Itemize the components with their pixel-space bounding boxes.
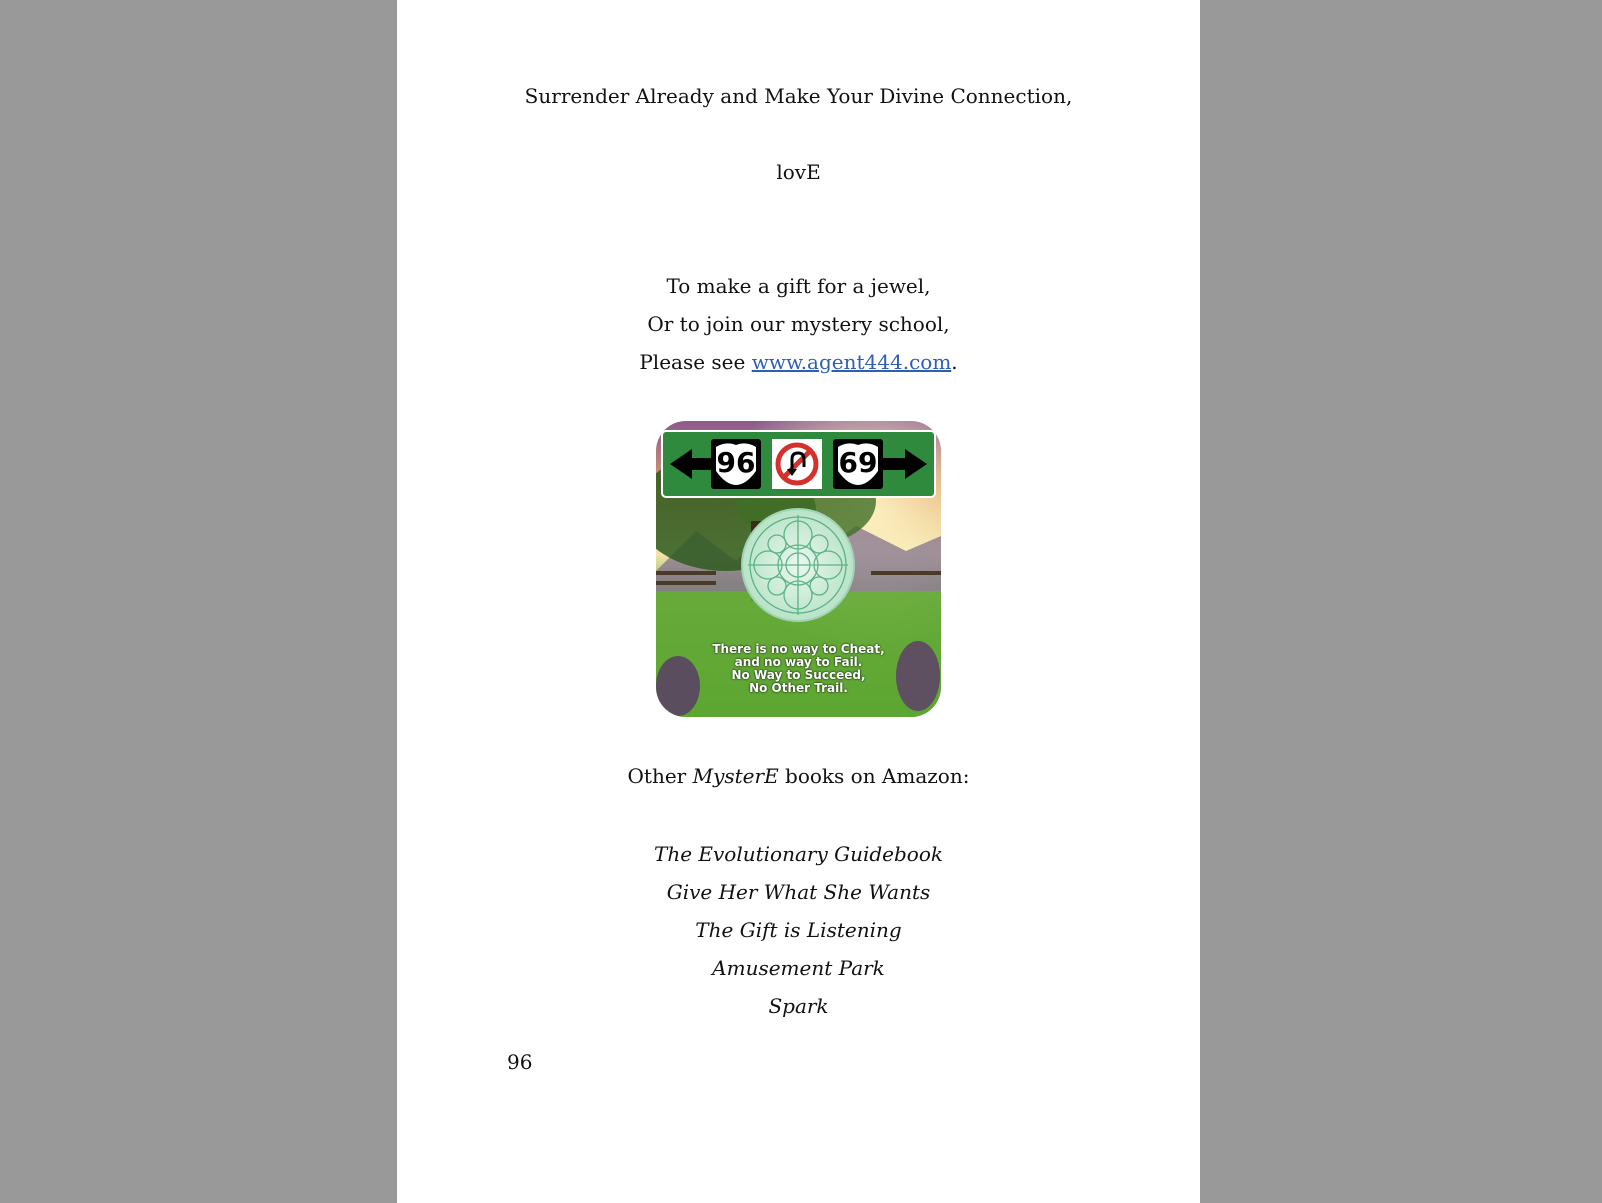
books-heading-suffix: books on Amazon: xyxy=(778,764,970,788)
books-heading xyxy=(397,764,1200,788)
invitation-line-1: To make a gift for a jewel, xyxy=(666,274,931,298)
caption-line: There is no way to Cheat, xyxy=(712,642,885,656)
website-link[interactable]: www.agent444.com xyxy=(751,350,952,374)
book-title: Give Her What She Wants xyxy=(666,880,931,904)
image-caption xyxy=(656,643,941,695)
invitation-line-3 xyxy=(397,350,1200,374)
series-name: MysterE xyxy=(692,764,779,788)
document-page xyxy=(397,0,1200,1203)
sign-number-right: 69 xyxy=(838,446,878,479)
invitation-line-2: Or to join our mystery school, xyxy=(647,312,950,336)
signature: lovE xyxy=(776,160,821,184)
invitation-prefix: Please see xyxy=(639,350,752,374)
closing-line: Surrender Already and Make Your Divine Connection, xyxy=(524,84,1073,108)
page-number: 96 xyxy=(507,1050,533,1074)
book-title: Spark xyxy=(768,994,829,1018)
caption-line: and no way to Fail. xyxy=(734,655,863,669)
caption-line: No Other Trail. xyxy=(749,681,848,695)
books-heading-prefix: Other xyxy=(627,764,693,788)
invitation-suffix: . xyxy=(951,350,958,374)
caption-line: No Way to Succeed, xyxy=(731,668,866,682)
book-title: The Evolutionary Guidebook xyxy=(653,842,944,866)
mandala-road-sign-image xyxy=(656,421,941,717)
book-title: The Gift is Listening xyxy=(695,918,902,942)
sign-number-left: 96 xyxy=(716,446,756,479)
book-title: Amusement Park xyxy=(712,956,885,980)
